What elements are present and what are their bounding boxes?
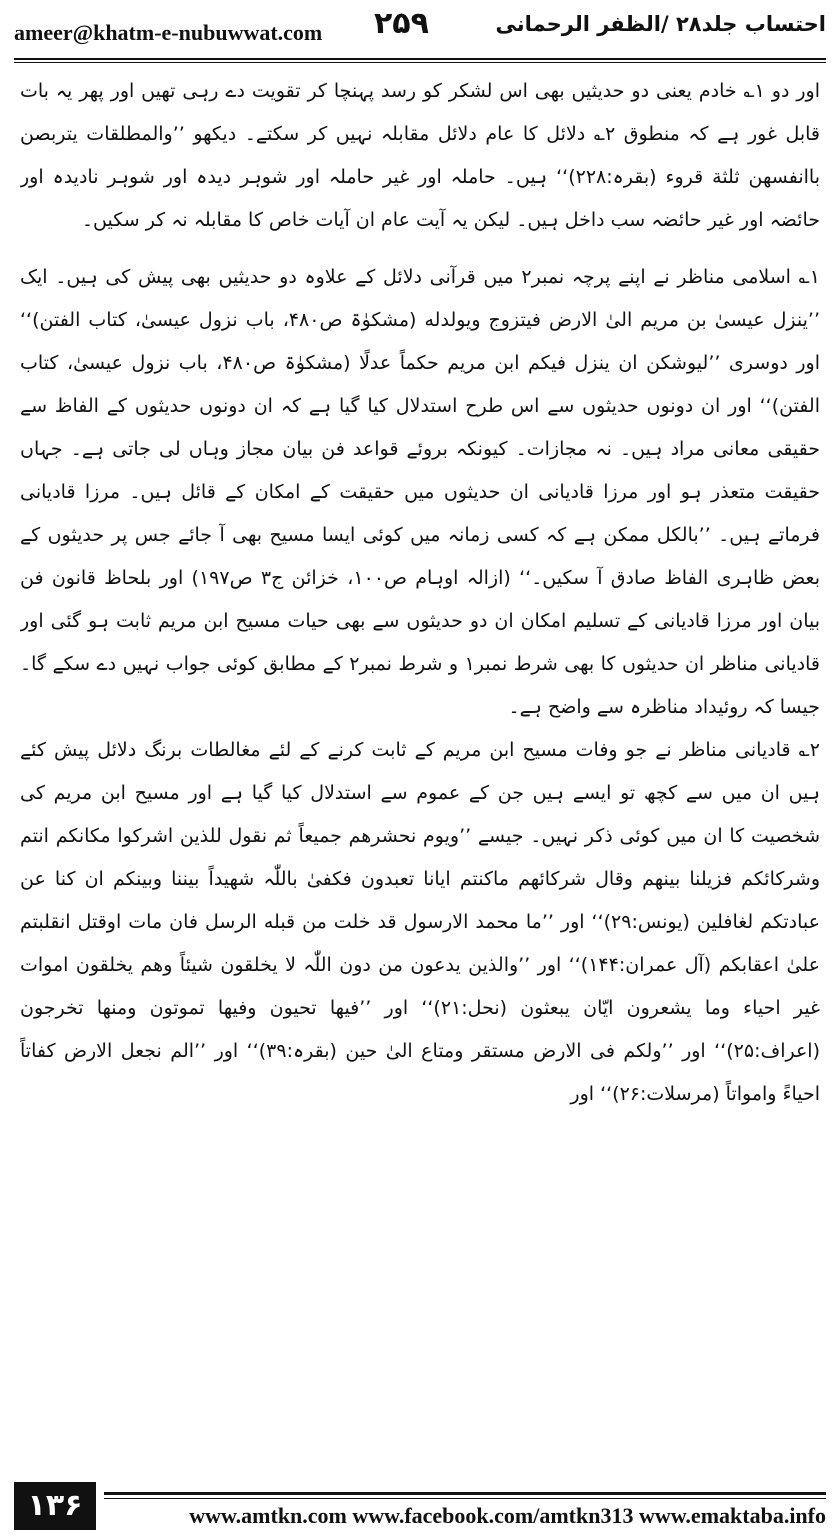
footnote-1: ۱؎ اسلامی مناظر نے اپنے پرچہ نمبر۲ میں قرآنی دلائل کے علاوہ دو حدیثیں بھی پیش کی ہیں۔ ایک ’’ینزل عیسیٰ بن مریم الیٰ الارض فیتزوج ویولدله (مشکوٰۃ ص۴۸۰، باب نزول عیسیٰ، کتاب الفتن)‘‘ اور دوسری ’’لیوشکن ان ینزل فیکم ابن مریم حکماً عدلًا (مشکوٰۃ ص۴۸۰، باب نزول عیسیٰ، کتاب الفتن)‘‘ اور ان دونوں حدیثوں سے اس طرح استدلال کیا گیا ہے کہ ان دونوں حدیثوں کے الفاظ سے حقیقی معانی مراد ہیں۔ نہ مجازات۔ کیونکہ بروئے قواعد فن بیان مجاز وہاں لی جاتی ہے۔ جہاں حقیقت متعذر ہو اور مرزا قادیانی ان حدیثوں میں حقیقت کے امکان کے قائل ہیں۔ مرزا قادیانی فرماتے ہیں۔ ’’بالکل ممکن ہے کہ کسی زمانہ میں کوئی ایسا مسیح بھی آ جائے جس پر حدیثوں کے بعض ظاہری الفاظ صادق آ سکیں۔‘‘ (ازالہ اوہام ص۱۰۰، خزائن ج۳ ص۱۹۷) اور بلحاظ قانون فن بیان اور مرزا قادیانی کے تسلیم امکان ان دو حدیثوں سے بھی حیات مسیح ابن مریم ثابت ہو گئی اور قادیانی مناظر ان حدیثوں کا بھی شرط نمبر۱ و شرط نمبر۲ کے مطابق کوئی جواب نہیں دے سکے گا۔ جیسا کہ روئیداد مناظرہ سے واضح ہے۔ bbox=[20, 266, 820, 718]
page-header bbox=[14, 6, 826, 54]
footer-rule-thin bbox=[104, 1498, 826, 1499]
header-email[interactable]: ameer@khatm-e-nubuwwat.com bbox=[14, 20, 323, 45]
footer-links[interactable]: www.amtkn.com www.facebook.com/amtkn313 www.emaktaba.info bbox=[189, 1503, 826, 1528]
paragraph-main: اور دو ۱؎ خادم یعنی دو حدیثیں بھی اس لشکر کو رسد پہنچا کر تقویت دے رہی تھیں اور پھر یہ بات قابل غور ہے کہ منطوق ۲؎ دلائل کا عام دلائل مقابلہ نہیں کر سکتے۔ دیکھو ’’والمطلقات یتربصن باانفسھن ثلثة قروء (بقرہ:۲۲۸)‘‘ ہیں۔ حاملہ اور غیر حاملہ اور شوہر دیدہ اور شوہر نادیدہ اور حائضہ اور غیر حائضہ سب داخل ہیں۔ لیکن یہ آیت عام ان آیات خاص کا مقابلہ نہ کر سکیں۔ bbox=[20, 80, 820, 231]
header-rule bbox=[14, 58, 826, 60]
header-page-number: ۲۵۹ bbox=[374, 6, 429, 41]
header-running-title: احتساب جلد۲۸ /الظفر الرحمانی bbox=[495, 12, 826, 36]
body-text bbox=[20, 70, 820, 1470]
footnote-2: ۲؎ قادیانی مناظر نے جو وفات مسیح ابن مریم کے ثابت کرنے کے لئے مغالطات برنگ دلائل پیش کئے ہیں ان میں سے کچھ تو ایسے ہیں جن کے عموم سے استدلال کیا گیا ہے اور مسیح ابن مریم کی شخصیت کا ان میں کوئی ذکر نہیں۔ جیسے ’’ویوم نحشرھم جمیعاً ثم نقول للذین اشرکوا مکانکم انتم وشرکائکم فزیلنا بینھم وقال شرکائھم ماکنتم ایانا تعبدون فکفیٰ باللّٰہ شھیداً بیننا وبینکم ان کنا عن عبادتکم لغافلین (یونس:۲۹)‘‘ اور ’’ما محمد الارسول قد خلت من قبله الرسل فان مات اوقتل انقلبتم علیٰ اعقابکم (آل عمران:۱۴۴)‘‘ اور ’’والذین یدعون من دون اللّٰہ لا یخلقون شیئاً وھم یخلقون اموات غیر احیاء وما یشعرون ایّان یبعثون (نحل:۲۱)‘‘ اور ’’فیھا تحیون وفیھا تموتون ومنھا تخرجون (اعراف:۲۵)‘‘ اور ’’ولکم فی الارض مستقر ومتاع الیٰ حین (بقرہ:۳۹)‘‘ اور ’’الم نجعل الارض کفاتاً احیاءً وامواتاً (مرسلات:۲۶)‘‘ اور bbox=[20, 739, 820, 1105]
header-rule-thin bbox=[14, 62, 826, 63]
footer-rule bbox=[104, 1492, 826, 1495]
page-footer bbox=[14, 1478, 826, 1534]
footer-page-number: ۱۳۶ bbox=[14, 1482, 96, 1530]
